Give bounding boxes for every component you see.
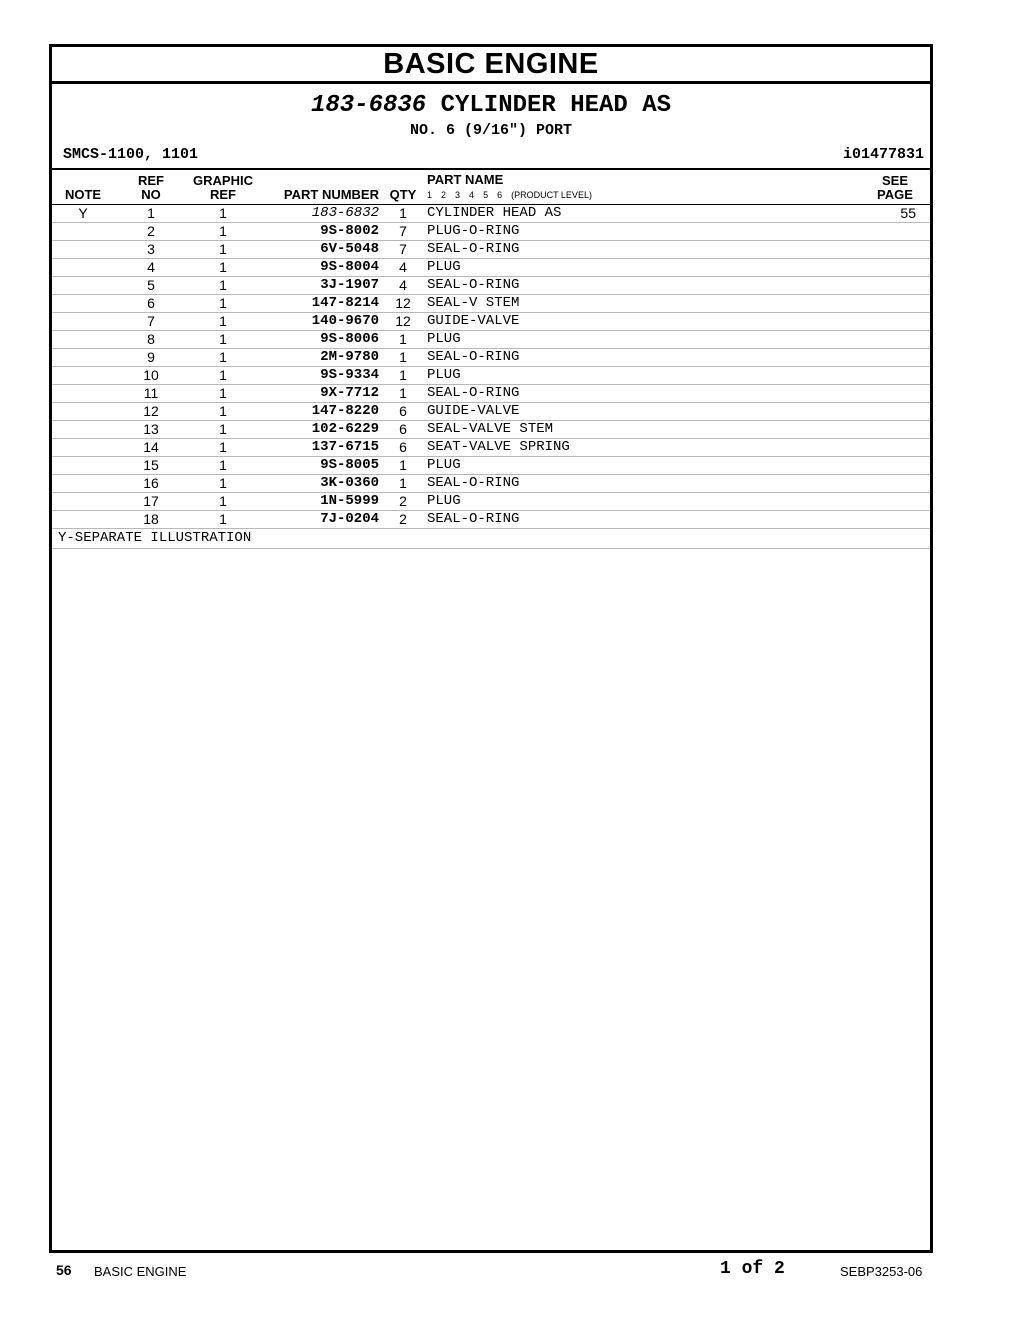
- qty-cell: 1: [383, 349, 423, 367]
- ref-no-cell: 13: [114, 421, 188, 439]
- ref-no-cell: 3: [114, 241, 188, 259]
- table-row: [52, 403, 930, 421]
- part-name-cell: PLUG-O-RING: [423, 223, 860, 241]
- part-name-cell: GUIDE-VALVE: [423, 403, 860, 421]
- part-number-cell: 9S-9334: [258, 367, 383, 385]
- ref-no-cell: 4: [114, 259, 188, 277]
- qty-cell: 1: [383, 385, 423, 403]
- note-cell: [52, 439, 114, 457]
- note-cell: [52, 277, 114, 295]
- qty-cell: 12: [383, 313, 423, 331]
- part-number-cell: 9S-8004: [258, 259, 383, 277]
- table-row: [52, 457, 930, 475]
- graphic-ref-cell: 1: [188, 439, 258, 457]
- ref-no-cell: 9: [114, 349, 188, 367]
- part-name-cell: PLUG: [423, 457, 860, 475]
- product-levels: 1 2 3 4 5 6 (PRODUCT LEVEL): [427, 190, 592, 200]
- see-page-cell: [860, 349, 930, 367]
- part-number-cell: 9S-8002: [258, 223, 383, 241]
- qty-cell: 2: [383, 493, 423, 511]
- see-page-cell: [860, 457, 930, 475]
- assembly-name: CYLINDER HEAD AS: [440, 92, 672, 119]
- graphic-ref-cell: 1: [188, 295, 258, 313]
- note-cell: [52, 349, 114, 367]
- part-name-cell: PLUG: [423, 259, 860, 277]
- page-footer: [0, 1256, 1020, 1286]
- graphic-ref-cell: 1: [188, 241, 258, 259]
- page-of: 1 of 2: [720, 1259, 785, 1279]
- table-row: [52, 277, 930, 295]
- col-note-header: NOTE: [52, 170, 114, 205]
- ref-no-cell: 16: [114, 475, 188, 493]
- part-name-cell: SEAL-O-RING: [423, 277, 860, 295]
- ref-no-cell: 6: [114, 295, 188, 313]
- ref-no-cell: 8: [114, 331, 188, 349]
- qty-cell: 12: [383, 295, 423, 313]
- graphic-ref-cell: 1: [188, 403, 258, 421]
- parts-page-frame: [49, 44, 933, 1253]
- qty-cell: 4: [383, 259, 423, 277]
- graphic-ref-cell: 1: [188, 475, 258, 493]
- qty-cell: 7: [383, 223, 423, 241]
- note-cell: [52, 457, 114, 475]
- ref-no-cell: 1: [114, 205, 188, 223]
- see-page-cell: [860, 403, 930, 421]
- table-row: [52, 493, 930, 511]
- ref-no-cell: 2: [114, 223, 188, 241]
- graphic-ref-cell: 1: [188, 223, 258, 241]
- col-ref-header: REF NO: [114, 170, 188, 205]
- table-row: [52, 205, 930, 223]
- see-page-cell: [860, 511, 930, 529]
- ref-no-cell: 15: [114, 457, 188, 475]
- see-page-cell: [860, 367, 930, 385]
- table-row: [52, 313, 930, 331]
- see-page-cell: [860, 295, 930, 313]
- see-page-cell: [860, 313, 930, 331]
- assembly-subtitle: NO. 6 (9/16") PORT: [409, 122, 573, 139]
- ref-no-cell: 14: [114, 439, 188, 457]
- part-number-cell: 9S-8005: [258, 457, 383, 475]
- smcs-code: SMCS-1100, 1101: [63, 146, 199, 163]
- qty-cell: 1: [383, 457, 423, 475]
- see-page-cell: [860, 277, 930, 295]
- part-number-cell: 147-8220: [258, 403, 383, 421]
- part-name-cell: SEAL-O-RING: [423, 241, 860, 259]
- footnote-row: [52, 529, 930, 549]
- note-cell: [52, 385, 114, 403]
- see-page-cell: [860, 385, 930, 403]
- qty-cell: 1: [383, 331, 423, 349]
- title-bar: [52, 47, 930, 84]
- part-number-cell: 6V-5048: [258, 241, 383, 259]
- note-cell: [52, 331, 114, 349]
- table-row: [52, 385, 930, 403]
- part-name-cell: SEAL-O-RING: [423, 475, 860, 493]
- see-page-cell: 55: [860, 205, 930, 223]
- ref-no-cell: 10: [114, 367, 188, 385]
- note-cell: [52, 403, 114, 421]
- illustration-id: i01477831: [842, 146, 924, 163]
- see-page-cell: [860, 259, 930, 277]
- table-header-row: [52, 170, 930, 205]
- note-cell: [52, 313, 114, 331]
- part-number-cell: 140-9670: [258, 313, 383, 331]
- graphic-ref-cell: 1: [188, 367, 258, 385]
- graphic-ref-cell: 1: [188, 331, 258, 349]
- ref-no-cell: 18: [114, 511, 188, 529]
- table-row: [52, 439, 930, 457]
- note-cell: [52, 295, 114, 313]
- part-name-cell: SEAL-O-RING: [423, 385, 860, 403]
- graphic-ref-cell: 1: [188, 205, 258, 223]
- part-number-cell: 183-6832: [258, 205, 383, 223]
- part-number-cell: 137-6715: [258, 439, 383, 457]
- assembly-header: [52, 84, 930, 170]
- ref-no-cell: 17: [114, 493, 188, 511]
- note-cell: [52, 241, 114, 259]
- graphic-ref-cell: 1: [188, 277, 258, 295]
- table-row: [52, 331, 930, 349]
- footnote: Y-SEPARATE ILLUSTRATION: [52, 529, 930, 549]
- part-number-cell: 102-6229: [258, 421, 383, 439]
- part-name-cell: PLUG: [423, 367, 860, 385]
- table-row: [52, 259, 930, 277]
- col-see-page-header: SEE PAGE: [860, 170, 930, 205]
- qty-cell: 6: [383, 403, 423, 421]
- part-name-cell: GUIDE-VALVE: [423, 313, 860, 331]
- note-cell: [52, 259, 114, 277]
- part-name-cell: CYLINDER HEAD AS: [423, 205, 860, 223]
- qty-cell: 2: [383, 511, 423, 529]
- part-name-cell: SEAL-O-RING: [423, 349, 860, 367]
- assembly-number: 183-6836: [310, 92, 427, 119]
- table-row: [52, 475, 930, 493]
- col-part-number-header: PART NUMBER: [258, 170, 383, 205]
- note-cell: [52, 223, 114, 241]
- table-row: [52, 223, 930, 241]
- assembly-line: [52, 92, 930, 120]
- qty-cell: 1: [383, 205, 423, 223]
- note-cell: Y: [52, 205, 114, 223]
- see-page-cell: [860, 331, 930, 349]
- parts-table-body: [52, 205, 930, 529]
- part-number-cell: 3J-1907: [258, 277, 383, 295]
- part-number-cell: 9X-7712: [258, 385, 383, 403]
- ref-no-cell: 5: [114, 277, 188, 295]
- note-cell: [52, 511, 114, 529]
- qty-cell: 1: [383, 475, 423, 493]
- see-page-cell: [860, 421, 930, 439]
- note-cell: [52, 421, 114, 439]
- note-cell: [52, 493, 114, 511]
- part-number-cell: 3K-0360: [258, 475, 383, 493]
- part-number-cell: 147-8214: [258, 295, 383, 313]
- part-name-cell: SEAT-VALVE SPRING: [423, 439, 860, 457]
- part-number-cell: 2M-9780: [258, 349, 383, 367]
- note-cell: [52, 475, 114, 493]
- col-graphic-header: GRAPHIC REF: [188, 170, 258, 205]
- parts-table: [52, 170, 930, 549]
- qty-cell: 6: [383, 439, 423, 457]
- part-name-cell: SEAL-O-RING: [423, 511, 860, 529]
- see-page-cell: [860, 241, 930, 259]
- part-name-cell: SEAL-V STEM: [423, 295, 860, 313]
- col-part-name-header: PART NAME 1 2 3 4 5 6 (PRODUCT LEVEL): [423, 170, 860, 205]
- see-page-cell: [860, 439, 930, 457]
- graphic-ref-cell: 1: [188, 457, 258, 475]
- graphic-ref-cell: 1: [188, 421, 258, 439]
- note-cell: [52, 367, 114, 385]
- part-name-cell: PLUG: [423, 493, 860, 511]
- graphic-ref-cell: 1: [188, 313, 258, 331]
- table-row: [52, 349, 930, 367]
- qty-cell: 6: [383, 421, 423, 439]
- col-qty-header: QTY: [383, 170, 423, 205]
- part-number-cell: 7J-0204: [258, 511, 383, 529]
- table-row: [52, 295, 930, 313]
- part-name-cell: PLUG: [423, 331, 860, 349]
- footer-section: BASIC ENGINE: [94, 1264, 187, 1279]
- table-row: [52, 241, 930, 259]
- graphic-ref-cell: 1: [188, 493, 258, 511]
- page-number: 56: [56, 1262, 72, 1278]
- see-page-cell: [860, 223, 930, 241]
- see-page-cell: [860, 493, 930, 511]
- qty-cell: 7: [383, 241, 423, 259]
- ref-no-cell: 11: [114, 385, 188, 403]
- ref-no-cell: 7: [114, 313, 188, 331]
- table-row: [52, 367, 930, 385]
- part-number-cell: 9S-8006: [258, 331, 383, 349]
- graphic-ref-cell: 1: [188, 385, 258, 403]
- table-row: [52, 421, 930, 439]
- part-name-cell: SEAL-VALVE STEM: [423, 421, 860, 439]
- graphic-ref-cell: 1: [188, 511, 258, 529]
- ref-no-cell: 12: [114, 403, 188, 421]
- graphic-ref-cell: 1: [188, 259, 258, 277]
- qty-cell: 1: [383, 367, 423, 385]
- section-title: BASIC ENGINE: [383, 48, 599, 80]
- see-page-cell: [860, 475, 930, 493]
- document-id: SEBP3253-06: [840, 1264, 923, 1279]
- table-row: [52, 511, 930, 529]
- qty-cell: 4: [383, 277, 423, 295]
- part-number-cell: 1N-5999: [258, 493, 383, 511]
- graphic-ref-cell: 1: [188, 349, 258, 367]
